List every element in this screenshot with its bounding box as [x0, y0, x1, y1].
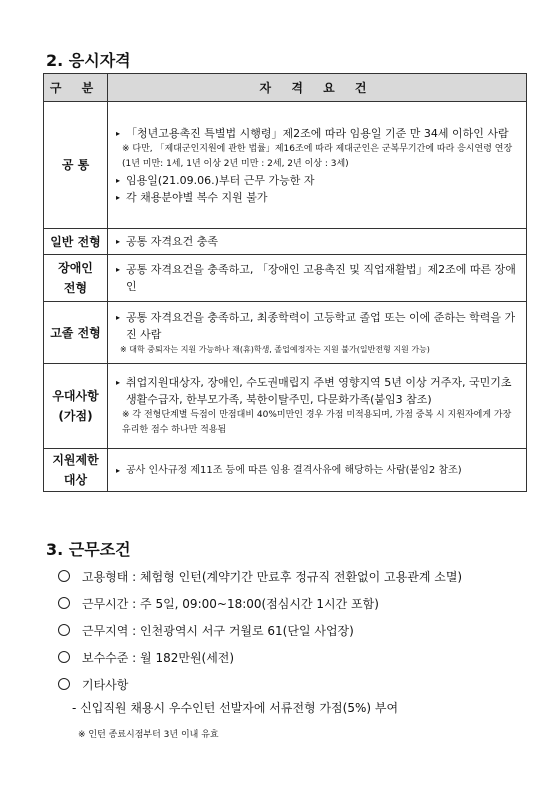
list-item: 근무지역 : 인천광역시 서구 거월로 61(단일 사업장)	[58, 622, 354, 639]
list-item: ▸ 공통 자격요건을 충족하고, 「장애인 고용촉진 및 직업재활법」제2조에 따른 장애인	[116, 263, 516, 293]
list-item: 근무시간 : 주 5일, 09:00~18:00(점심시간 1시간 포함)	[58, 595, 379, 612]
circle-icon	[58, 597, 70, 609]
row-content-preference	[108, 364, 527, 449]
note-text: ※ 다만, 「제대군인지원에 관한 법률」제16조에 따라 제대군인은 군복무기간에 따라 응시연령 연장(1년 미만: 1세, 1년 이상 2년 미만 : 2세, 2년 이상 : 3세)	[122, 143, 513, 169]
sub-item: - 신입직원 채용시 우수인턴 선발자에 서류전형 가점(5%) 부여	[72, 701, 399, 715]
list-item: ▸ 「청년고용촉진 특별법 시행령」제2조에 따라 임용일 기준 만 34세 이하인 사람	[116, 126, 509, 140]
row-label-common: 공 통	[44, 102, 108, 229]
circle-icon	[58, 651, 70, 663]
triangle-right-icon: ▸	[116, 378, 121, 387]
row-content-disabled	[108, 255, 527, 302]
list-item: ▸ 공통 자격요건 충족	[116, 235, 219, 248]
triangle-right-icon: ▸	[116, 465, 121, 475]
qualification-table	[43, 73, 527, 492]
triangle-right-icon: ▸	[116, 175, 121, 185]
circle-icon	[58, 678, 70, 690]
note-text: ※ 각 전형단계별 득점이 만점대비 40%미만인 경우 가점 미적용되며, 가점 중복 시 지원자에게 가장 유리한 점수 하나만 적용됨	[122, 410, 512, 435]
table-row-restriction	[44, 449, 527, 492]
triangle-right-icon: ▸	[116, 128, 121, 138]
section2-title: 2. 응시자격	[46, 51, 131, 70]
list-item: 고용형태 : 체험형 인턴(계약기간 만료후 정규직 전환없이 고용관계 소멸)	[58, 568, 462, 585]
row-content-general	[108, 229, 527, 255]
sub-note: ※ 인턴 종료시점부터 3년 이내 유효	[78, 730, 219, 740]
list-item: ▸ 각 채용분야별 복수 지원 불가	[116, 190, 268, 204]
circle-icon	[58, 624, 70, 636]
row-label-restriction: 지원제한 대상	[44, 449, 108, 492]
list-item: 기타사항	[58, 676, 128, 693]
row-content-common	[108, 102, 527, 229]
table-header-row	[44, 74, 527, 102]
table-row-disabled	[44, 255, 527, 302]
triangle-right-icon: ▸	[116, 237, 121, 246]
row-label-disabled: 장애인 전형	[44, 255, 108, 302]
triangle-right-icon: ▸	[116, 265, 121, 274]
table-row-general	[44, 229, 527, 255]
row-content-restriction	[108, 449, 527, 492]
table-row-common	[44, 102, 527, 229]
row-label-general: 일반 전형	[44, 229, 108, 255]
triangle-right-icon: ▸	[116, 312, 121, 322]
triangle-right-icon: ▸	[116, 192, 121, 202]
row-content-highschool	[108, 302, 527, 364]
list-item: ▸ 임용일(21.09.06.)부터 근무 가능한 자	[116, 173, 315, 187]
section3-title: 3. 근무조건	[46, 540, 131, 559]
row-label-preference: 우대사항 (가점)	[44, 364, 108, 449]
table-row-highschool	[44, 302, 527, 364]
circle-icon	[58, 570, 70, 582]
header-category: 구 분	[44, 74, 108, 102]
list-item: ▸ 공통 자격요건을 충족하고, 최종학력이 고등학교 졸업 또는 이에 준하는 학력을 가진 사람	[116, 310, 516, 341]
list-item: ▸ 취업지원대상자, 장애인, 수도권매립지 주변 영향지역 5년 이상 거주자, 국민기초생활수급자, 한부모가족, 북한이탈주민, 다문화가족(붙임3 참조)	[116, 376, 512, 406]
row-label-highschool: 고졸 전형	[44, 302, 108, 364]
note-text: ※ 대학 중퇴자는 지원 가능하나 재(휴)학생, 졸업예정자는 지원 불가(일반전형 지원 가능)	[120, 344, 430, 354]
table-row-preference	[44, 364, 527, 449]
list-item: ▸ 공사 인사규정 제11조 등에 따른 임용 결격사유에 해당하는 사람(붙임2 참조)	[116, 462, 520, 479]
header-requirements: 자 격 요 건	[108, 74, 527, 102]
list-item: 보수수준 : 월 182만원(세전)	[58, 649, 234, 666]
